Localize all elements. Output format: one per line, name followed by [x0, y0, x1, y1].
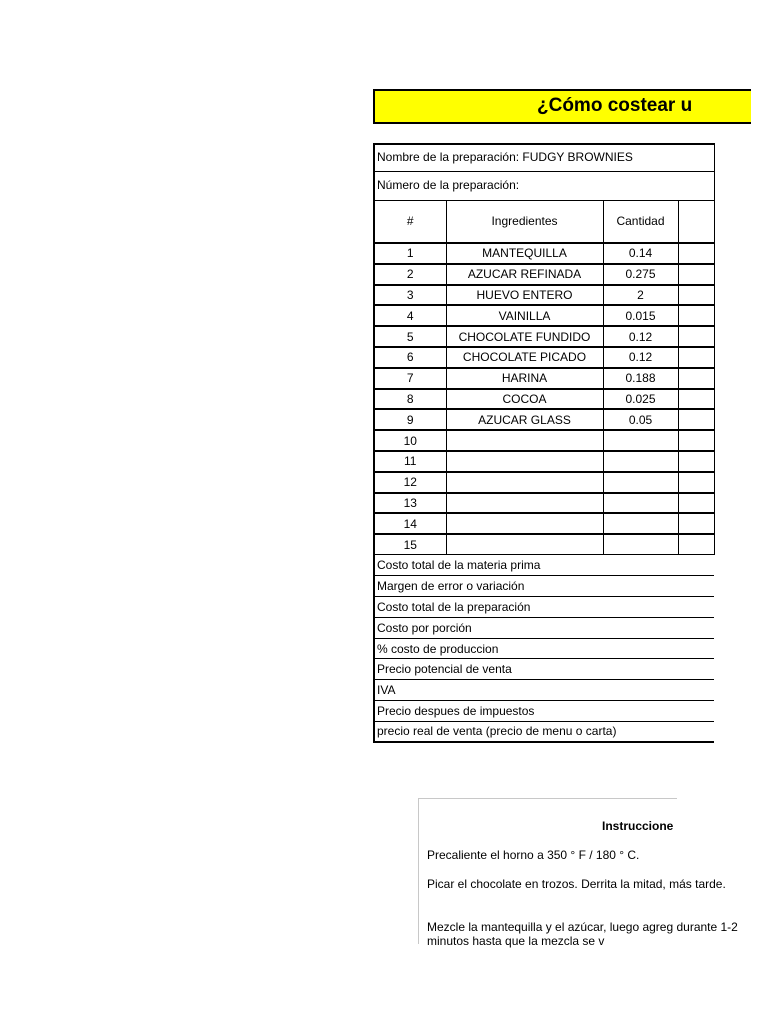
quantity-cell[interactable]: 0.188: [603, 368, 678, 389]
quantity-cell[interactable]: [603, 472, 678, 493]
row-number-cell: 11: [374, 451, 446, 472]
quantity-cell[interactable]: 0.12: [603, 326, 678, 347]
summary-label: precio real de venta (precio de menu o carta): [374, 721, 714, 742]
summary-label: Precio despues de impuestos: [374, 701, 714, 722]
costing-sheet: [373, 143, 677, 749]
extra-cell[interactable]: [678, 305, 714, 326]
ingredient-cell[interactable]: COCOA: [446, 389, 603, 410]
row-number-cell: 6: [374, 347, 446, 368]
ingredient-cell[interactable]: CHOCOLATE PICADO: [446, 347, 603, 368]
ingredient-row: [374, 451, 714, 472]
quantity-cell[interactable]: 0.015: [603, 305, 678, 326]
row-number-cell: 14: [374, 513, 446, 534]
ingredient-cell[interactable]: [446, 451, 603, 472]
ingredient-row: [374, 305, 714, 326]
summary-row: [374, 701, 714, 722]
row-number-cell: 13: [374, 493, 446, 514]
preparation-name-cell[interactable]: Nombre de la preparación: FUDGY BROWNIES: [374, 144, 714, 171]
extra-cell[interactable]: [678, 430, 714, 451]
summary-label: Costo total de la materia prima: [374, 555, 714, 576]
ingredient-cell[interactable]: CHOCOLATE FUNDIDO: [446, 326, 603, 347]
ingredient-row: [374, 243, 714, 264]
extra-cell[interactable]: [678, 264, 714, 285]
ingredient-row: [374, 264, 714, 285]
ingredient-row: [374, 430, 714, 451]
ingredient-row: [374, 326, 714, 347]
quantity-cell[interactable]: 0.14: [603, 243, 678, 264]
column-header-extra: [678, 200, 714, 243]
ingredient-row: [374, 285, 714, 306]
summary-label: Precio potencial de venta: [374, 659, 714, 680]
summary-label: % costo de produccion: [374, 638, 714, 659]
ingredient-cell[interactable]: MANTEQUILLA: [446, 243, 603, 264]
ingredient-row: [374, 389, 714, 410]
ingredient-row: [374, 513, 714, 534]
ingredient-row: [374, 409, 714, 430]
row-number-cell: 9: [374, 409, 446, 430]
extra-cell[interactable]: [678, 368, 714, 389]
summary-row: [374, 721, 714, 742]
column-header-quantity: Cantidad: [603, 200, 678, 243]
extra-cell[interactable]: [678, 285, 714, 306]
page-title: ¿Cómo costear u: [537, 95, 693, 116]
extra-cell[interactable]: [678, 389, 714, 410]
extra-cell[interactable]: [678, 493, 714, 514]
row-number-cell: 2: [374, 264, 446, 285]
summary-label: Costo total de la preparación: [374, 597, 714, 618]
ingredient-row: [374, 493, 714, 514]
instructions-title: Instruccione: [602, 819, 674, 833]
summary-row: [374, 597, 714, 618]
ingredient-cell[interactable]: HUEVO ENTERO: [446, 285, 603, 306]
quantity-cell[interactable]: [603, 430, 678, 451]
summary-row: [374, 555, 714, 576]
quantity-cell[interactable]: [603, 534, 678, 555]
row-number-cell: 5: [374, 326, 446, 347]
summary-label: IVA: [374, 680, 714, 701]
ingredient-cell[interactable]: [446, 534, 603, 555]
instruction-step-2: Picar el chocolate en trozos. Derrita la mitad, más tarde.: [427, 877, 726, 891]
ingredient-row: [374, 368, 714, 389]
quantity-cell[interactable]: 0.275: [603, 264, 678, 285]
quantity-cell[interactable]: 2: [603, 285, 678, 306]
quantity-cell[interactable]: 0.05: [603, 409, 678, 430]
extra-cell[interactable]: [678, 472, 714, 493]
summary-label: Margen de error o variación: [374, 576, 714, 597]
ingredient-row: [374, 347, 714, 368]
row-number-cell: 15: [374, 534, 446, 555]
quantity-cell[interactable]: 0.12: [603, 347, 678, 368]
summary-label: Costo por porción: [374, 617, 714, 638]
extra-cell[interactable]: [678, 513, 714, 534]
summary-row: [374, 659, 714, 680]
instruction-step-1: Precaliente el horno a 350 ° F / 180 ° C.: [427, 848, 640, 862]
extra-cell[interactable]: [678, 451, 714, 472]
ingredient-cell[interactable]: HARINA: [446, 368, 603, 389]
row-number-cell: 7: [374, 368, 446, 389]
quantity-cell[interactable]: [603, 493, 678, 514]
summary-row: [374, 680, 714, 701]
ingredient-cell[interactable]: [446, 430, 603, 451]
row-number-cell: 4: [374, 305, 446, 326]
summary-row: [374, 617, 714, 638]
row-number-cell: 10: [374, 430, 446, 451]
quantity-cell[interactable]: 0.025: [603, 389, 678, 410]
instruction-step-3: Mezcle la mantequilla y el azúcar, luego agreg durante 1-2 minutos hasta que la mezcla se v: [427, 920, 738, 948]
instructions-panel: [418, 798, 738, 948]
ingredient-cell[interactable]: [446, 472, 603, 493]
extra-cell[interactable]: [678, 243, 714, 264]
extra-cell[interactable]: [678, 326, 714, 347]
ingredient-cell[interactable]: [446, 513, 603, 534]
row-number-cell: 3: [374, 285, 446, 306]
row-number-cell: 12: [374, 472, 446, 493]
summary-row: [374, 576, 714, 597]
preparation-number-cell[interactable]: Número de la preparación:: [374, 171, 714, 200]
row-number-cell: 1: [374, 243, 446, 264]
title-banner: [373, 89, 751, 124]
summary-row: [374, 638, 714, 659]
row-number-cell: 8: [374, 389, 446, 410]
ingredient-cell[interactable]: AZUCAR REFINADA: [446, 264, 603, 285]
extra-cell[interactable]: [678, 409, 714, 430]
column-header-ingredients: Ingredientes: [446, 200, 603, 243]
ingredient-cell[interactable]: AZUCAR GLASS: [446, 409, 603, 430]
ingredient-row: [374, 472, 714, 493]
extra-cell[interactable]: [678, 534, 714, 555]
column-header-number: #: [374, 200, 446, 243]
extra-cell[interactable]: [678, 347, 714, 368]
quantity-cell[interactable]: [603, 513, 678, 534]
ingredient-row: [374, 534, 714, 555]
quantity-cell[interactable]: [603, 451, 678, 472]
ingredient-cell[interactable]: VAINILLA: [446, 305, 603, 326]
ingredient-cell[interactable]: [446, 493, 603, 514]
